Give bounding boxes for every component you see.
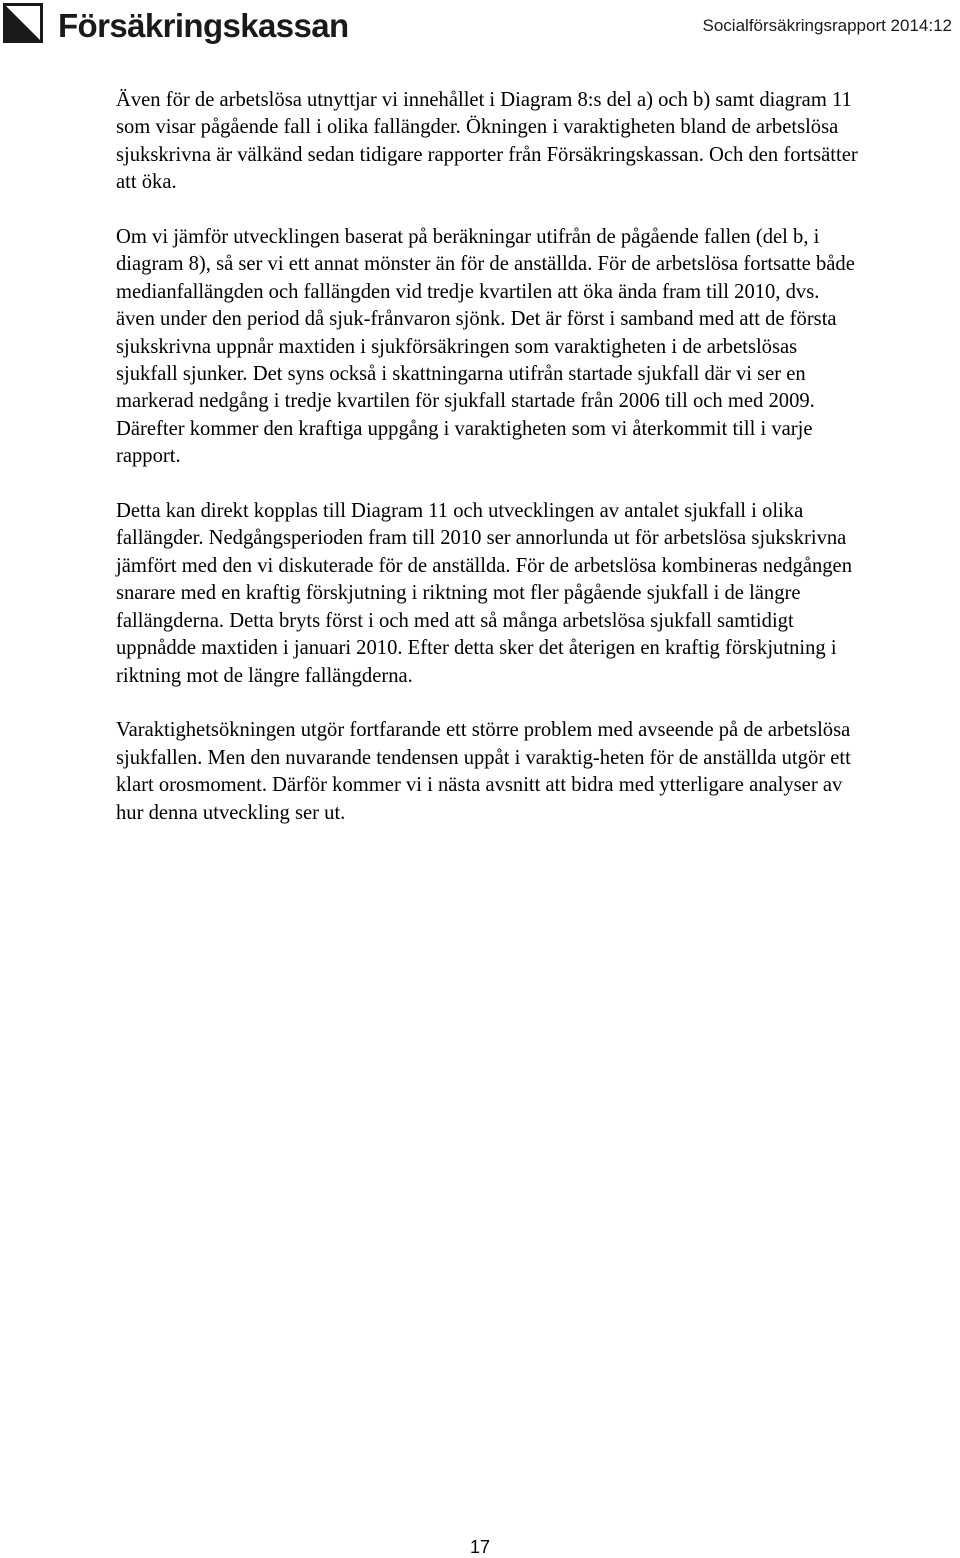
body-paragraph: Även för de arbetslösa utnyttjar vi innehållet i Diagram 8:s del a) och b) samt diagram 11 som visar pågående fall i olika fallängder. Ökningen i varaktigheten bland de arbetslösa sjukskrivna är välkänd sedan tidigare rapporter från Försäkringskassan. Och den fortsätter att öka. [116,89,858,194]
article-body [116,87,858,854]
brand-name: Försäkringskassan [58,7,349,44]
body-paragraph: Om vi jämför utvecklingen baserat på beräkningar utifrån de pågående fallen (del b, i diagram 8), så ser vi ett annat mönster än för de anställda. För de arbetslösa fortsatte både medianfallängden och fallängden vid tredje kvartilen att öka ända fram till 2010, dvs. även under den period då sjuk-frånvaron sjönk. Det är först i samband med att de första sjukskrivna uppnår maxtiden i sjukförsäkringen som varaktigheten i de arbetslösas sjukfall sjunker. Det syns också i skattningarna utifrån startade sjukfall där vi ser en markerad nedgång i tredje kvartilen för sjukfall startade från 2006 till och med 2009. Därefter kommer den kraftiga uppgång i varaktigheten som vi återkommit till i varje rapport. [116,226,855,468]
body-paragraph: Varaktighetsökningen utgör fortfarande ett större problem med avseende på de arbetslösa sjukfallen. Men den nuvarande tendensen uppåt i varaktig-heten för de anställda utgör ett klart orosmoment. Därför kommer vi i nästa avsnitt att bidra med ytterligare analyser av hur denna utveckling ser ut. [116,719,851,824]
report-label: Socialförsäkringsrapport 2014:12 [702,16,952,35]
page-header [0,0,960,56]
forsakringskassan-logo-icon [3,3,43,43]
body-paragraph: Detta kan direkt kopplas till Diagram 11 och utvecklingen av antalet sjukfall i olika fallängder. Nedgångsperioden fram till 2010 ser annorlunda ut för arbetslösa sjukskrivna jämfört med den vi diskuterade för de anställda. För de arbetslösa kombineras nedgången snarare med en kraftig förskjutning i riktning mot fler pågående sjukfall i de längre fallängderna. Detta bryts först i och med att så många arbetslösa sjukfall samtidigt uppnådde maxtiden i januari 2010. Efter detta sker det återigen en kraftig förskjutning i riktning mot de längre fallängderna. [116,500,852,687]
page-number: 17 [469,1537,491,1557]
